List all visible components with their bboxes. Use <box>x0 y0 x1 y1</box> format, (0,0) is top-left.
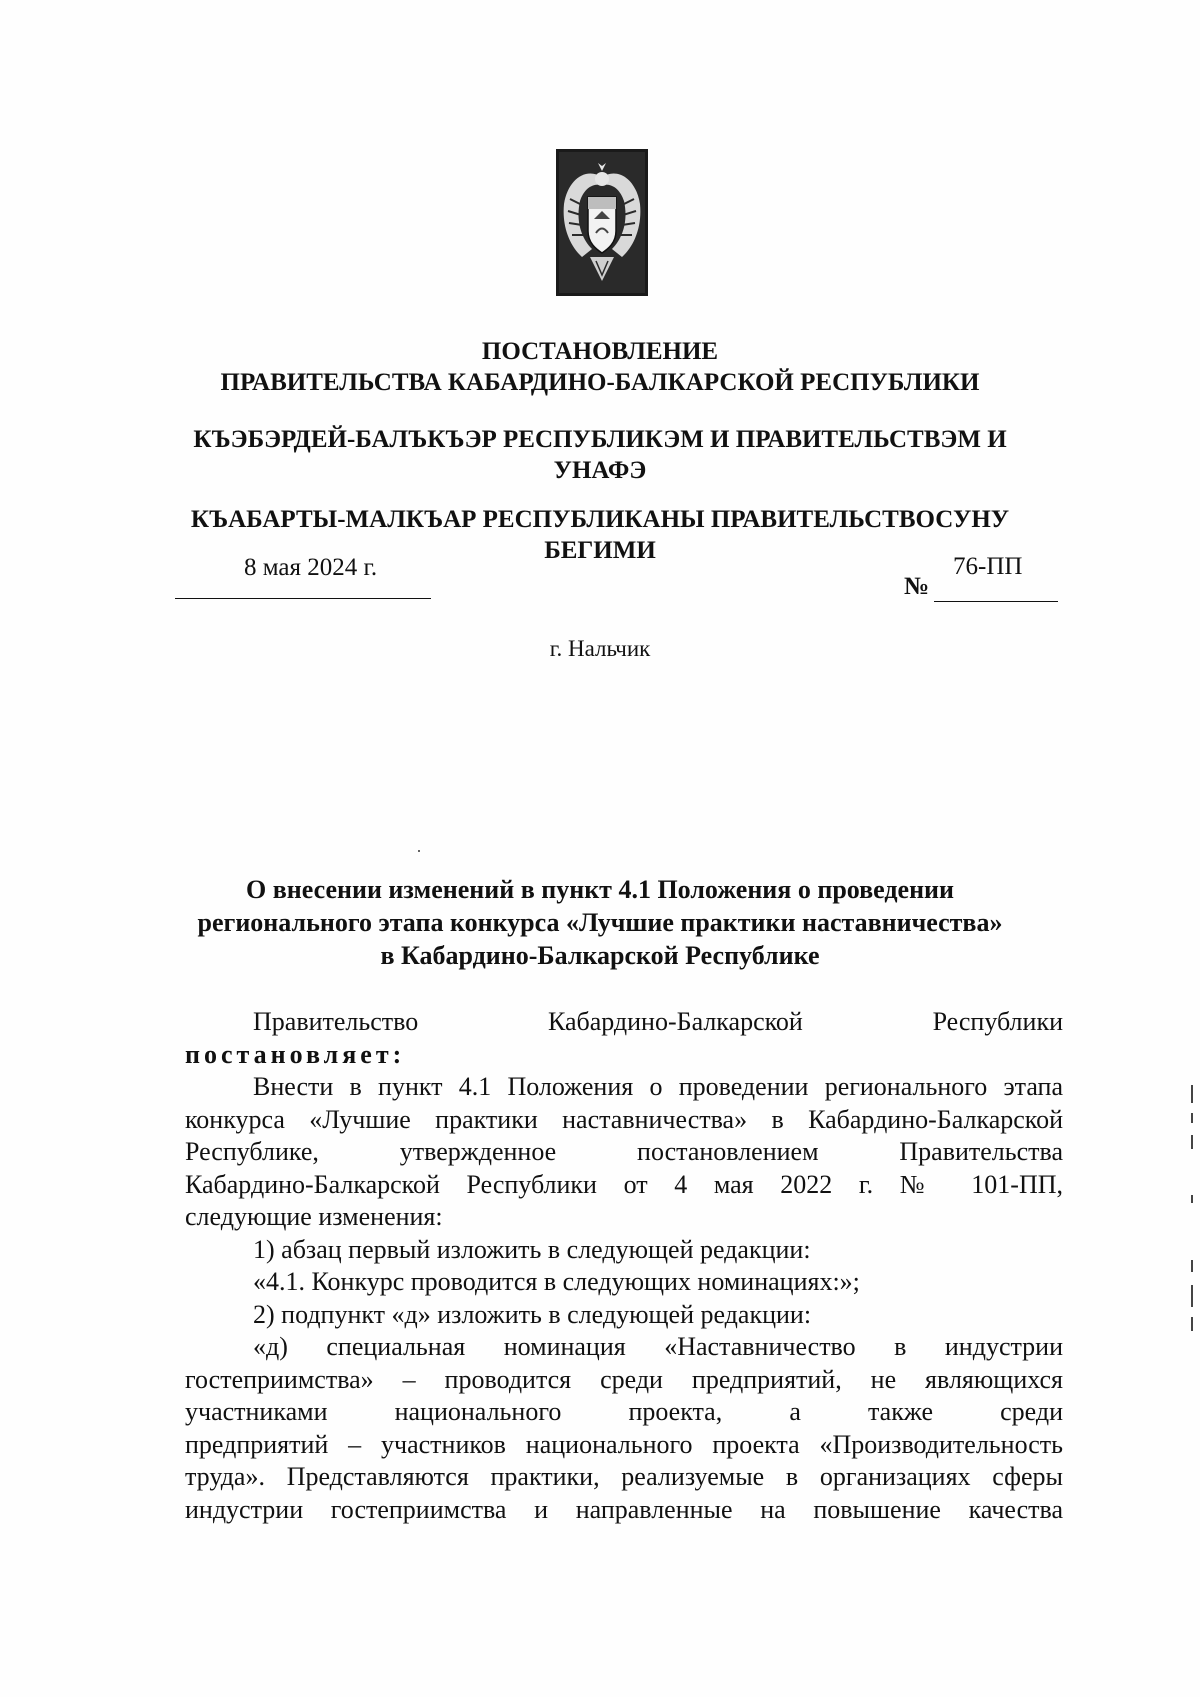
header-government: ПРАВИТЕЛЬСТВА КАБАРДИНО-БАЛКАРСКОЙ РЕСПУБЛИКИ <box>220 369 980 396</box>
paragraph-2-line-2: гостеприимства» – проводится среди предприятий, не являющихся <box>185 1364 1063 1394</box>
paragraph-2-line-4: предприятий – участников национального проекта «Производительность <box>185 1429 1063 1459</box>
number-sign: № <box>904 573 930 600</box>
header-balkar-line2: БЕГИМИ <box>544 537 656 564</box>
header-kabardian-line1: КЪЭБЭРДЕЙ-БАЛЪКЪЭР РЕСПУБЛИКЭМ И ПРАВИТЕЛЬСТВЭМ И <box>193 426 1007 453</box>
paragraph-1-line-4: Кабардино-Балкарской Республики от 4 мая 2022 г. № 101-ПП, <box>185 1169 1063 1199</box>
document-title <box>150 873 1050 972</box>
paragraph-2-line-1: «д) специальная номинация «Наставничество в индустрии <box>253 1332 1063 1361</box>
paragraph-1-line-2: конкурса «Лучшие практики наставничества» в Кабардино-Балкарской <box>185 1104 1063 1134</box>
decree-word: постановляет: <box>185 1039 406 1069</box>
intro-word-2: Кабардино-Балкарской <box>547 1007 803 1036</box>
date-underline <box>175 598 431 599</box>
document-number: 76-ПП <box>953 553 1023 580</box>
paragraph-1-line-5: следующие изменения: <box>185 1202 443 1231</box>
intro-line <box>185 1006 1063 1039</box>
paragraph-2-line-5: труда». Представляются практики, реализуемые в организациях сферы <box>185 1462 1063 1491</box>
paragraph-2-line-3: участниками национального проекта, а также среди <box>185 1397 1063 1426</box>
item-2: 2) подпункт «д» изложить в следующей редакции: <box>253 1299 812 1329</box>
scan-edge-marks <box>1189 1085 1195 1335</box>
title-line-1: О внесении изменений в пункт 4.1 Положения о проведении <box>245 875 955 904</box>
item-1-quote: «4.1. Конкурс проводится в следующих номинациях:»; <box>253 1267 860 1296</box>
coat-of-arms-emblem <box>556 149 648 296</box>
title-line-2: регионального этапа конкурса «Лучшие практики наставничества» <box>197 908 1003 937</box>
title-line-3: в Кабардино-Балкарской Республике <box>380 941 820 970</box>
scan-dot <box>418 850 420 852</box>
header-kabardian-line2: УНАФЭ <box>553 457 647 484</box>
document-date: 8 мая 2024 г. <box>244 554 378 581</box>
header-title: ПОСТАНОВЛЕНИЕ <box>481 338 719 365</box>
city: г. Нальчик <box>549 636 651 661</box>
item-1: 1) абзац первый изложить в следующей редакции: <box>253 1234 811 1264</box>
intro-word-3: Республики <box>932 1007 1063 1036</box>
number-underline <box>934 601 1058 602</box>
paragraph-1-line-3: Республике, утвержденное постановлением Правительства <box>185 1137 1063 1166</box>
paragraph-2-line-6: индустрии гостеприимства и направленные на повышение качества <box>185 1494 1063 1524</box>
header-balkar-line1: КЪАБАРТЫ-МАЛКЪАР РЕСПУБЛИКАНЫ ПРАВИТЕЛЬСТВОСУНУ <box>190 506 1010 533</box>
paragraph-1-line-1: Внести в пункт 4.1 Положения о проведении регионального этапа <box>253 1072 1063 1101</box>
document-body <box>185 1006 1063 1526</box>
intro-word-1: Правительство <box>253 1007 419 1036</box>
